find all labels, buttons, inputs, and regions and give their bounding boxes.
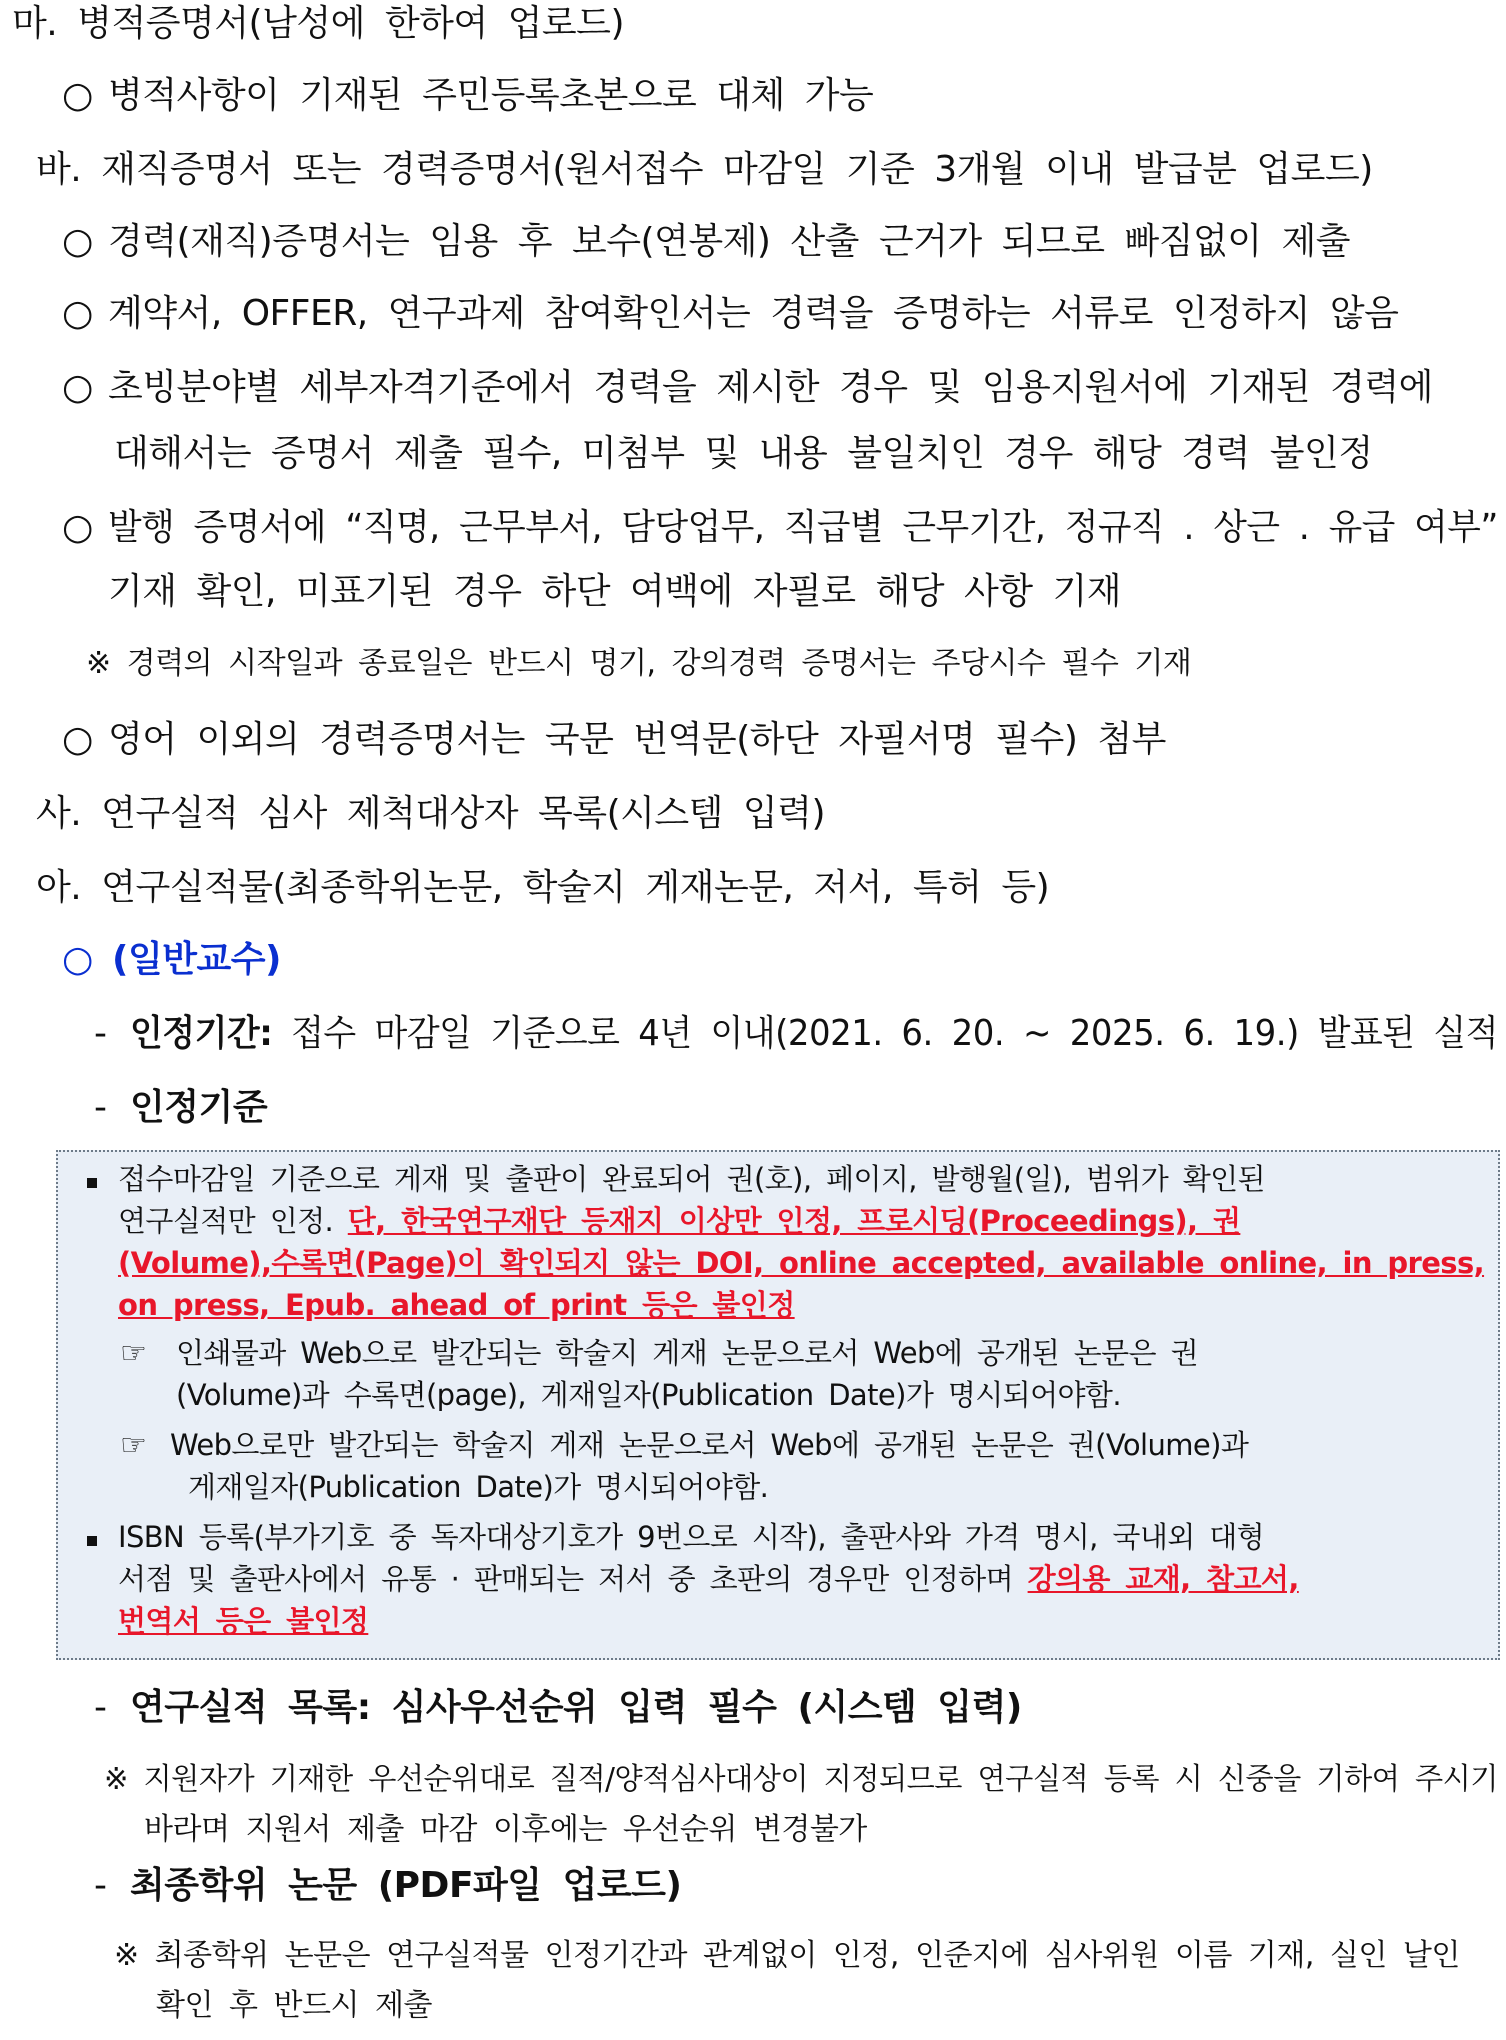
final-thesis-note-line-1: ※ 최종학위 논문은 연구실적물 인정기간과 관계없이 인정, 인준지에 심사위원 이름 기재, 실인 날인 [114,1938,1460,1973]
section-sa-title: 사. 연구실적 심사 제척대상자 목록(시스템 입력) [36,793,825,834]
criteria-item-2-line-1: ISBN 등록(부가기호 중 독자대상기호가 9번으로 시작), 출판사와 가격 명시, 국내외 대형 [118,1520,1265,1554]
criteria-item-1-red-1: 단, 한국연구재단 등재지 이상만 인정, 프로시딩(Proceedings), 권 [347,1204,1241,1238]
hand-icon: ☞ [120,1336,147,1371]
research-list-note-line-2: 바라며 지원서 제출 마감 이후에는 우선순위 변경불가 [144,1812,867,1847]
criteria-item-1-line-2 [118,1204,1240,1239]
criteria-item-1-red-3: on press, Epub. ahead of print 등은 불인정 [118,1288,795,1322]
criteria-item-2-line-2 [118,1562,1299,1597]
section-ba-item-5: 영어 이외의 경력증명서는 국문 번역문(하단 자필서명 필수) 첨부 [108,719,1166,760]
section-ma-title: 마. 병적증명서(남성에 한하여 업로드) [12,3,625,44]
square-bullet [87,1178,97,1188]
criteria-sub-1-line-1: 인쇄물과 Web으로 발간되는 학술지 게재 논문으로서 Web에 공개된 논문은 권 [176,1336,1199,1370]
recognition-period-label: 인정기간: [130,1013,273,1054]
section-ba-item-4-line-2: 기재 확인, 미표기된 경우 하단 여백에 자필로 해당 사항 기재 [108,571,1122,612]
criteria-item-1-plain: 연구실적만 인정. [118,1204,348,1238]
criteria-item-1-red-2: (Volume),수록면(Page)이 확인되지 않는 DOI, online accepted, available online, in press, [118,1246,1485,1280]
general-professor-label: (일반교수) [112,939,282,980]
final-thesis-label: 최종학위 논문 (PDF파일 업로드) [130,1865,682,1906]
bullet-circle: ○ [62,719,93,760]
recognition-period-text: 접수 마감일 기준으로 4년 이내(2021. 6. 20. ~ 2025. 6. 19.) 발표된 실적 [272,1013,1498,1054]
bullet-circle: ○ [62,221,93,262]
criteria-sub-2-line-1: Web으로만 발간되는 학술지 게재 논문으로서 Web에 공개된 논문은 권(Volume)과 [170,1428,1249,1462]
criteria-sub-2-line-2: 게재일자(Publication Date)가 명시되어야함. [188,1470,769,1504]
section-ba-title: 바. 재직증명서 또는 경력증명서(원서접수 마감일 기준 3개월 이내 발급분 업로드) [36,149,1373,190]
section-ba-item-4-line-1: 발행 증명서에 “직명, 근무부서, 담당업무, 직급별 근무기간, 정규직 . 상근 . 유급 여부” [108,507,1498,548]
section-ba-note: ※ 경력의 시작일과 종료일은 반드시 명기, 강의경력 증명서는 주당시수 필수 기재 [86,646,1192,681]
bullet-circle: ○ [62,75,93,116]
dash-marker: - [94,1087,107,1128]
recognition-period [130,1012,1498,1055]
section-ba-item-3-line-1: 초빙분야별 세부자격기준에서 경력을 제시한 경우 및 임용지원서에 기재된 경력에 [108,367,1433,408]
dash-marker: - [94,1687,107,1728]
criteria-item-2-plain: 서점 및 출판사에서 유통 · 판매되는 저서 중 초판의 경우만 인정하며 [118,1562,1028,1596]
bullet-circle: ○ [62,367,93,408]
section-a-title: 아. 연구실적물(최종학위논문, 학술지 게재논문, 저서, 특허 등) [36,867,1050,908]
final-thesis-note-line-2: 확인 후 반드시 제출 [156,1988,432,2023]
section-ba-item-3-line-2: 대해서는 증명서 제출 필수, 미첨부 및 내용 불일치인 경우 해당 경력 불인정 [114,433,1373,474]
recognition-criteria-label: 인정기준 [130,1087,268,1128]
section-ba-item-1: 경력(재직)증명서는 임용 후 보수(연봉제) 산출 근거가 되므로 빠짐없이 제출 [108,221,1351,262]
bullet-circle: ○ [62,507,93,548]
dash-marker: - [94,1865,107,1906]
hand-icon: ☞ [120,1428,147,1463]
bullet-circle: ○ [62,939,93,980]
section-ba-item-2: 계약서, OFFER, 연구과제 참여확인서는 경력을 증명하는 서류로 인정하지 않음 [108,293,1399,334]
bullet-circle: ○ [62,293,93,334]
research-list-label: 연구실적 목록: 심사우선순위 입력 필수 (시스템 입력) [130,1687,1022,1728]
criteria-item-2-red-2: 번역서 등은 불인정 [118,1604,369,1638]
criteria-sub-1-line-2: (Volume)과 수록면(page), 게재일자(Publication Date)가 명시되어야함. [176,1378,1121,1412]
research-list-note-line-1: ※ 지원자가 기재한 우선순위대로 질적/양적심사대상이 지정되므로 연구실적 등록 시 신중을 기하여 주시기 [104,1762,1498,1797]
criteria-item-1-line-1: 접수마감일 기준으로 게재 및 출판이 완료되어 권(호), 페이지, 발행월(일), 범위가 확인된 [118,1162,1265,1196]
section-ma-item-1: 병적사항이 기재된 주민등록초본으로 대체 가능 [108,75,874,116]
criteria-item-2-red-1: 강의용 교재, 참고서, [1027,1562,1299,1596]
dash-marker: - [94,1013,107,1054]
square-bullet [87,1536,97,1546]
